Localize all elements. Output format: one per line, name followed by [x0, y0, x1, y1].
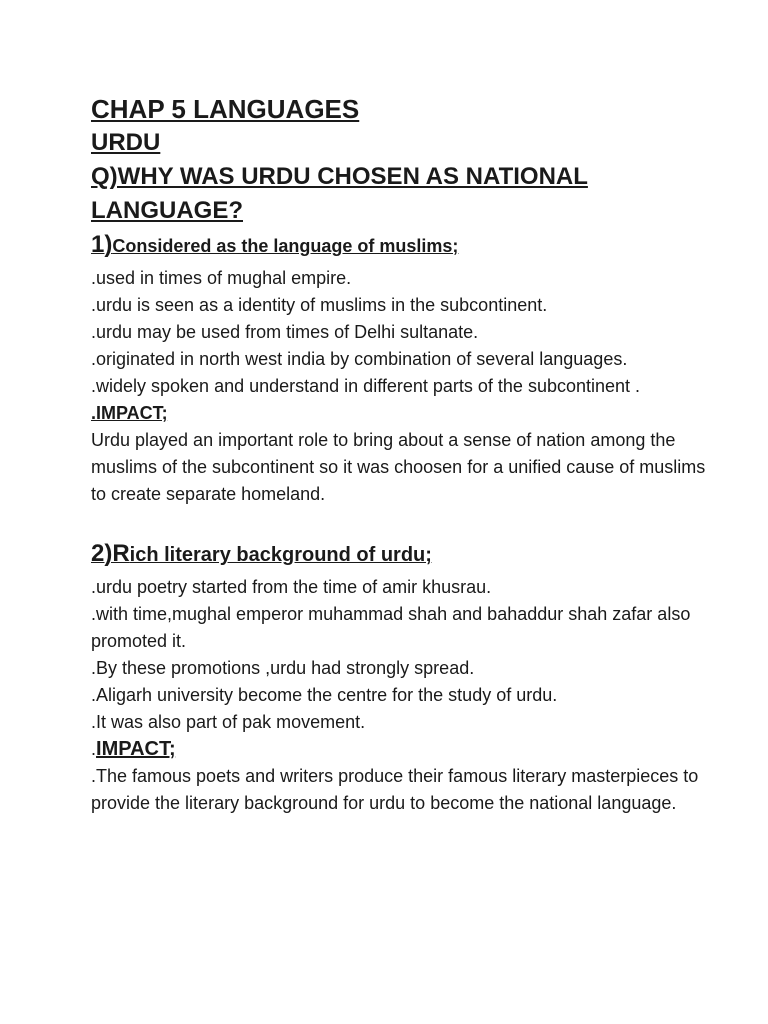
- chapter-title: CHAP 5 LANGUAGES: [91, 94, 360, 124]
- section-spacer: [91, 508, 711, 537]
- bullet-point: .urdu poetry started from the time of amir khusrau.: [91, 577, 492, 597]
- bullet-point: .widely spoken and understand in different parts of the subcontinent .: [91, 376, 641, 396]
- impact-label: IMPACT;: [96, 738, 176, 760]
- bullet-point: .It was also part of pak movement.: [91, 712, 366, 732]
- bullet-point: .urdu is seen as a identity of muslims in the subcontinent.: [91, 295, 548, 315]
- bullet-point: .urdu may be used from times of Delhi sultanate.: [91, 322, 479, 342]
- subject-heading: URDU: [91, 129, 161, 156]
- bullet-point: .By these promotions ,urdu had strongly spread.: [91, 658, 475, 678]
- impact-label: .IMPACT;: [91, 403, 168, 423]
- document-page: [91, 92, 711, 817]
- section-heading: [91, 230, 711, 263]
- section-heading: [91, 539, 711, 572]
- section-number: 1): [91, 231, 113, 258]
- section-number: 2)R: [91, 540, 130, 567]
- impact-label-line: [91, 736, 711, 763]
- section-heading-text: Considered as the language of muslims;: [112, 236, 459, 256]
- section-1: [91, 230, 711, 508]
- question-heading: Q)WHY WAS URDU CHOSEN AS NATIONAL LANGUAGE?: [91, 163, 588, 224]
- bullet-point: .used in times of mughal empire.: [91, 268, 352, 288]
- impact-text: Urdu played an important role to bring about a sense of nation among the muslims of the subcontinent so it was choosen for a unified cause of muslims to create separate homeland.: [91, 430, 706, 504]
- section-2: [91, 539, 711, 817]
- bullet-point: .originated in north west india by combination of several languages.: [91, 349, 628, 369]
- impact-text: .The famous poets and writers produce their famous literary masterpieces to provide the literary background for urdu to become the national language.: [91, 766, 699, 813]
- bullet-point: .Aligarh university become the centre for the study of urdu.: [91, 685, 558, 705]
- bullet-point: .with time,mughal emperor muhammad shah and bahaddur shah zafar also promoted it.: [91, 604, 691, 651]
- section-heading-text: ich literary background of urdu;: [129, 544, 432, 566]
- impact-prefix: .: [91, 739, 97, 759]
